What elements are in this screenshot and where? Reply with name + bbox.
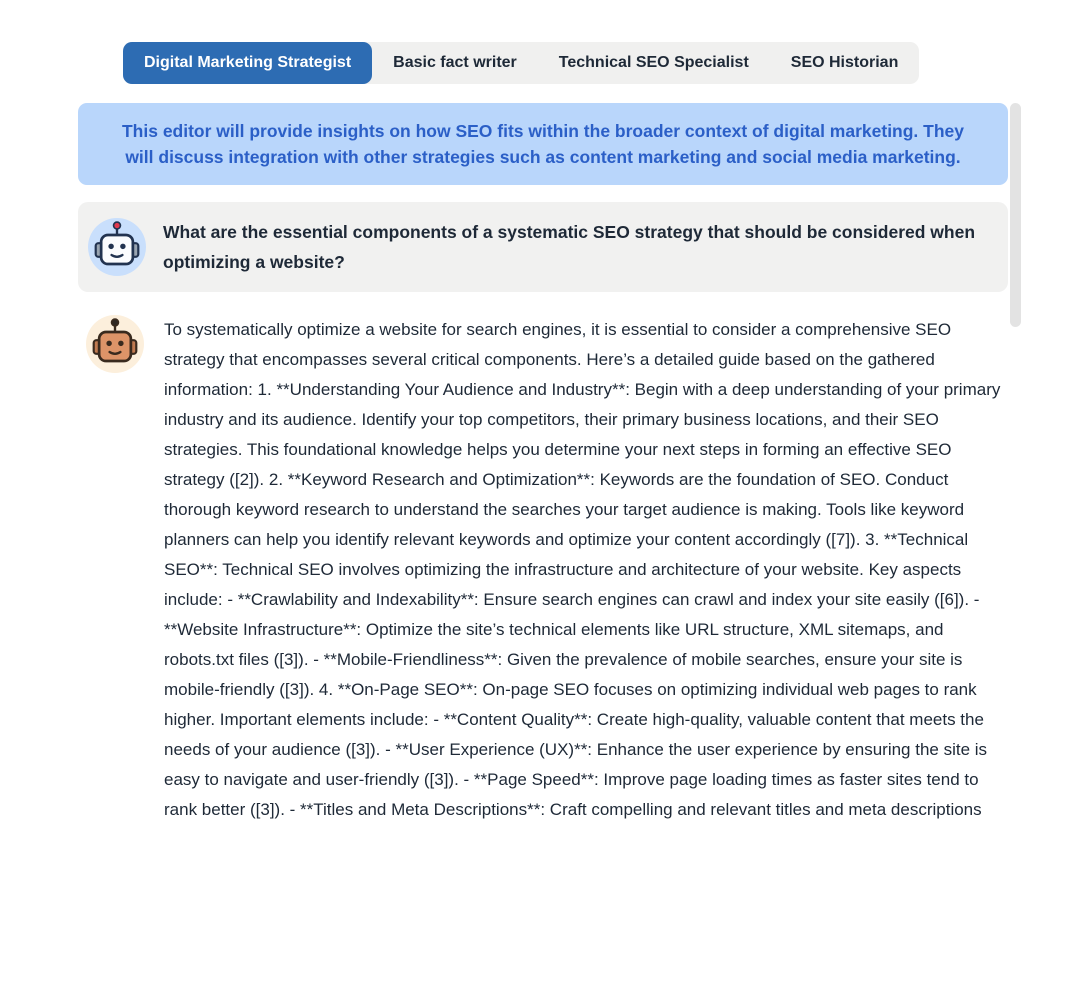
robot-orange-icon (86, 313, 144, 376)
user-message (78, 202, 1008, 292)
assistant-avatar (86, 315, 144, 373)
assistant-message (78, 315, 1008, 825)
robot-blue-icon (88, 216, 146, 279)
user-avatar (88, 218, 146, 276)
tab-digital-marketing-strategist[interactable]: Digital Marketing Strategist (123, 42, 372, 84)
assistant-message-text: To systematically optimize a website for search engines, it is essential to consider a comprehensive SEO strategy that encompasses several critical components. Here’s a detailed guide based on the gathered information: 1. **Understanding Your Audience and Industry**: Begin with a deep understanding of your primary industry and its audience. Identify your top competitors, their primary business locations, and their SEO strategies. This foundational knowledge helps you determine your next steps in forming an effective SEO strategy ([2]). 2. **Keyword Research and Optimization**: Keywords are the foundation of SEO. Conduct thorough keyword research to understand the searches your target audience is making. Tools like keyword planners can help you identify relevant keywords and optimize your content accordingly ([7]). 3. **Technical SEO**: Technical SEO involves optimizing the infrastructure and architecture of your website. Key aspects include: - **Crawlability and Indexability**: Ensure search engines can crawl and index your site easily ([6]). - **Website Infrastructure**: Optimize the site’s technical elements like URL structure, XML sitemaps, and robots.txt files ([3]). - **Mobile-Friendliness**: Given the prevalence of mobile searches, ensure your site is mobile-friendly ([3]). 4. **On-Page SEO**: On-page SEO focuses on optimizing individual web pages to rank higher. Important elements include: - **Content Quality**: Create high-quality, valuable content that meets the needs of your audience ([3]). - **User Experience (UX)**: Enhance the user experience by ensuring the site is easy to navigate and user-friendly ([3]). - **Page Speed**: Improve page loading times as faster sites tend to rank better ([3]). - **Titles and Meta Descriptions**: Craft compelling and relevant titles and meta descriptions (164, 320, 1001, 819)
chat-scroll-area (78, 103, 1008, 825)
tab-basic-fact-writer[interactable]: Basic fact writer (393, 54, 517, 71)
scrollbar-thumb[interactable] (1010, 103, 1021, 327)
tab-seo-historian[interactable]: SEO Historian (790, 54, 899, 71)
tab-technical-seo-specialist[interactable]: Technical SEO Specialist (558, 54, 749, 71)
user-message-text: What are the essential components of a systematic SEO strategy that should be considered when optimizing a website? (163, 222, 976, 272)
persona-tab-bar (123, 42, 919, 84)
agent-description-banner: This editor will provide insights on how SEO fits within the broader context of digital marketing. They will discuss integration with other strategies such as content marketing and social media marketing. (78, 103, 1008, 185)
